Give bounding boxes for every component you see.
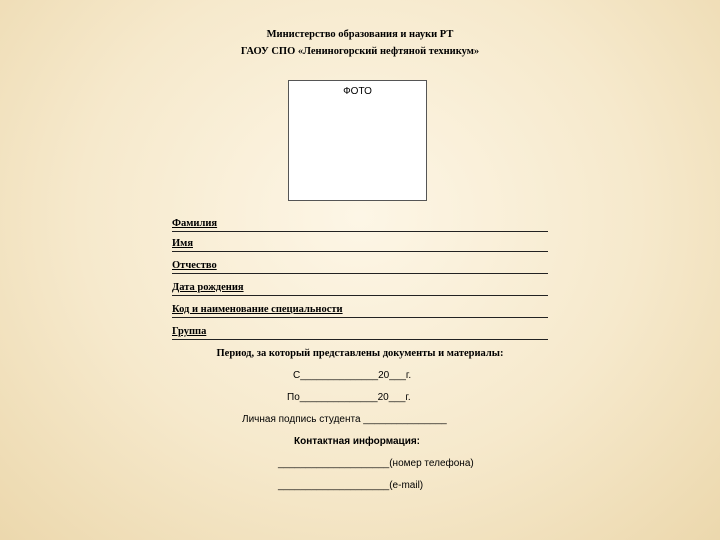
email-field[interactable]: ____________________(e-mail) bbox=[278, 480, 424, 491]
institution-name: ГАОУ СПО «Лениногорский нефтяной техникум» bbox=[240, 46, 480, 57]
ministry-name: Министерство образования и науки РТ bbox=[266, 29, 454, 40]
photo-placeholder bbox=[288, 80, 427, 201]
birth-date-label: Дата рождения bbox=[172, 282, 244, 293]
specialty-field[interactable] bbox=[172, 304, 548, 318]
surname-field[interactable] bbox=[172, 218, 548, 232]
period-from-field[interactable]: С______________20___г. bbox=[293, 370, 412, 381]
document-header bbox=[0, 26, 720, 60]
name-label: Имя bbox=[172, 238, 193, 249]
birth-date-field[interactable] bbox=[172, 282, 548, 296]
name-field[interactable] bbox=[172, 238, 548, 252]
photo-label: ФОТО bbox=[343, 86, 372, 97]
phone-field[interactable]: ____________________(номер телефона) bbox=[278, 458, 474, 469]
patronymic-label: Отчество bbox=[172, 260, 217, 271]
student-signature-field[interactable]: Личная подпись студента _______________ bbox=[242, 414, 447, 425]
patronymic-field[interactable] bbox=[172, 260, 548, 274]
period-title: Период, за который представлены документы и материалы: bbox=[216, 348, 504, 359]
contact-info-title: Контактная информация: bbox=[294, 436, 421, 447]
specialty-label: Код и наименование специальности bbox=[172, 304, 343, 315]
period-to-field[interactable]: По______________20___г. bbox=[287, 392, 411, 403]
surname-label: Фамилия bbox=[172, 218, 218, 229]
group-field[interactable] bbox=[172, 326, 548, 340]
group-label: Группа bbox=[172, 326, 207, 337]
